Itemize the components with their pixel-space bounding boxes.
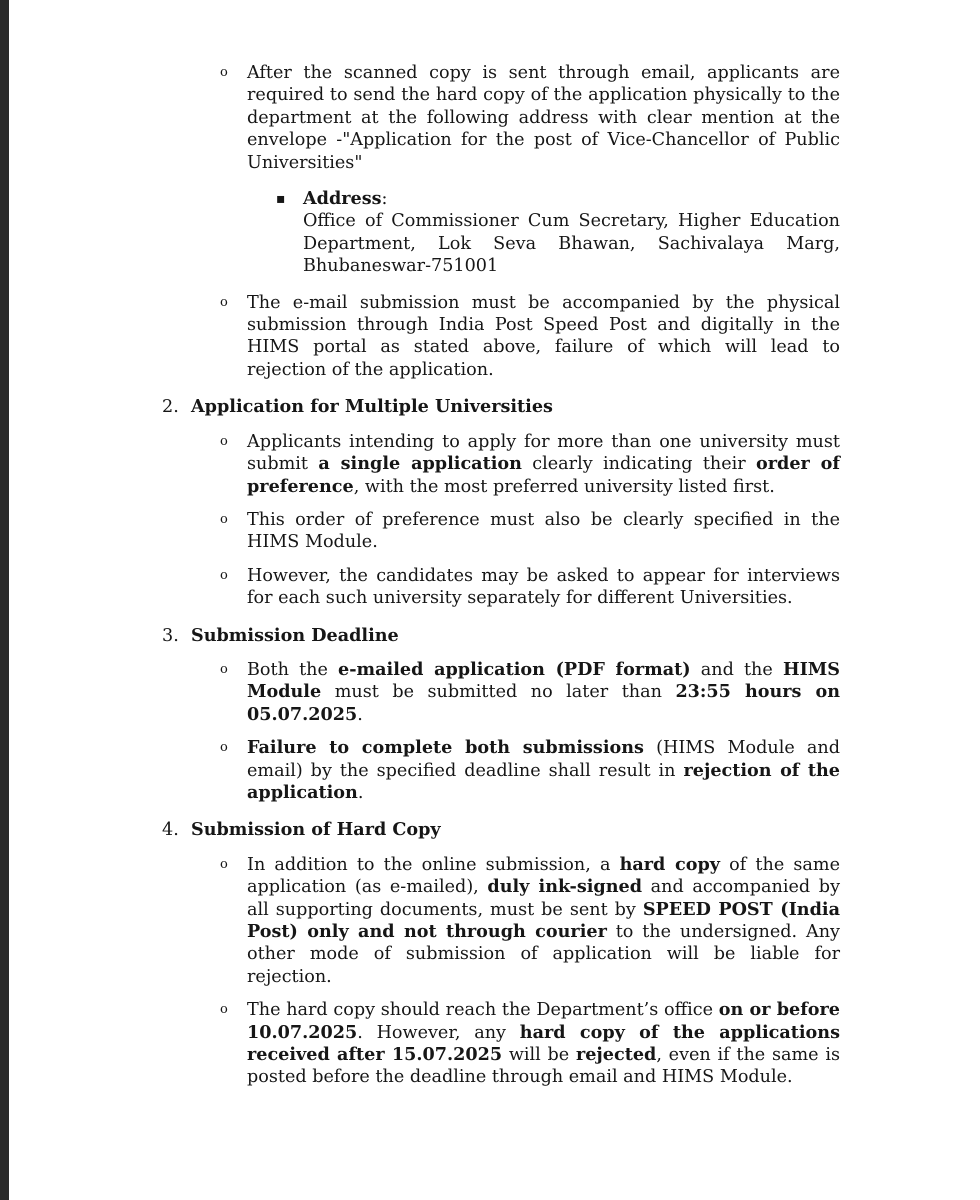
bold-text: on or before 10.07.2025 bbox=[247, 999, 840, 1043]
paragraph-text: After the scanned copy is sent through email, applicants are required to send the hard copy of the application physically to the department at the following address with clear mention at the envelope -"Application for the post of Vice-Chancellor of Public Universities" bbox=[247, 63, 840, 173]
text-run: and the bbox=[690, 659, 783, 680]
text-run: and accompanied by all supporting documents, must be sent by bbox=[247, 877, 841, 920]
circle-bullet-icon: o bbox=[220, 294, 228, 310]
circle-bullet-icon: o bbox=[220, 661, 228, 677]
section-heading bbox=[160, 396, 840, 418]
paragraph-text: This order of preference must also be clearly specified in the HIMS Module. bbox=[247, 509, 840, 553]
circle-bullet-icon: o bbox=[220, 1002, 228, 1018]
bold-text: rejection of the application bbox=[247, 759, 840, 803]
square-bullet-icon: ▪ bbox=[276, 191, 286, 208]
text-run: of the same application (as e-mailed), bbox=[247, 854, 840, 898]
circle-bullet-icon: o bbox=[220, 433, 228, 449]
circle-bullet-icon: o bbox=[220, 65, 228, 80]
section-title: Application for Multiple Universities bbox=[191, 396, 553, 418]
text-run: must be submitted no later than bbox=[321, 682, 676, 703]
text-run: , even if the same is posted before the deadline through email and HIMS Module. bbox=[247, 1045, 840, 1088]
text-run: The hard copy should reach the Department’s office bbox=[247, 1000, 719, 1021]
address-label: Address bbox=[303, 188, 382, 210]
text-run: . bbox=[357, 704, 363, 725]
section-heading bbox=[160, 625, 840, 647]
scan-edge bbox=[0, 0, 9, 1200]
text-run: , with the most preferred university listed first. bbox=[353, 476, 775, 497]
list-item bbox=[160, 999, 840, 1089]
text-run: to the undersigned. Any other mode of submission of application will be liable for rejection. bbox=[247, 922, 840, 987]
document-page bbox=[160, 62, 840, 1100]
section-title: Submission Deadline bbox=[191, 624, 399, 646]
bold-text: rejected bbox=[575, 1044, 657, 1066]
bold-text: duly ink-signed bbox=[487, 876, 642, 898]
list-item bbox=[160, 659, 840, 726]
bold-text: hard copy of the applications received after 15.07.2025 bbox=[247, 1021, 840, 1066]
circle-bullet-icon: o bbox=[220, 511, 228, 527]
section-number: 3. bbox=[162, 625, 179, 646]
list-item bbox=[160, 292, 840, 382]
text-run: Both the bbox=[247, 659, 339, 680]
circle-bullet-icon: o bbox=[220, 740, 228, 756]
text-run: . bbox=[357, 782, 364, 803]
text-run: In addition to the online submission, a bbox=[247, 854, 620, 875]
circle-bullet-icon: o bbox=[220, 567, 228, 583]
list-item bbox=[160, 431, 840, 498]
bold-text: 23:55 hours on 05.07.2025 bbox=[247, 681, 840, 725]
bold-text: e-mailed application (PDF format) bbox=[338, 658, 691, 680]
bold-text: HIMS Module bbox=[247, 658, 840, 703]
text-run: clearly indicating their bbox=[521, 454, 757, 475]
section-heading bbox=[160, 819, 840, 841]
list-item bbox=[160, 62, 840, 174]
list-item bbox=[160, 854, 840, 988]
list-item bbox=[160, 565, 840, 610]
text-run: . However, any bbox=[357, 1022, 520, 1043]
section-number: 4. bbox=[162, 820, 179, 841]
paragraph-text: The e-mail submission must be accompanied by the physical submission through India Post Speed Post and digitally in the HIMS portal as stated above, failure of which will lead to rejection of the application. bbox=[247, 292, 840, 380]
text-run: will be bbox=[502, 1045, 576, 1066]
section-title: Submission of Hard Copy bbox=[191, 819, 441, 841]
paragraph-text: However, the candidates may be asked to appear for interviews for each such university separately for different Universities. bbox=[247, 565, 840, 609]
bold-text: hard copy bbox=[619, 853, 721, 875]
list-item bbox=[160, 509, 840, 554]
bold-text: a single application bbox=[318, 453, 522, 475]
address-block bbox=[160, 188, 840, 278]
circle-bullet-icon: o bbox=[220, 856, 228, 872]
bold-text: order of preference bbox=[247, 453, 840, 497]
address-colon: : bbox=[381, 189, 388, 210]
section-number: 2. bbox=[162, 397, 179, 418]
list-item bbox=[160, 737, 840, 804]
bold-text: Failure to complete both submissions bbox=[247, 737, 644, 759]
text-run: (HIMS Module and email) by the specified deadline shall result in bbox=[247, 738, 840, 781]
address-text: Office of Commissioner Cum Secretary, Higher Education Department, Lok Seva Bhawan, Sachivalaya Marg, Bhubaneswar-751001 bbox=[303, 211, 840, 277]
text-run: Applicants intending to apply for more than one university must submit bbox=[247, 431, 840, 475]
bold-text: SPEED POST (India Post) only and not through courier bbox=[247, 898, 840, 942]
